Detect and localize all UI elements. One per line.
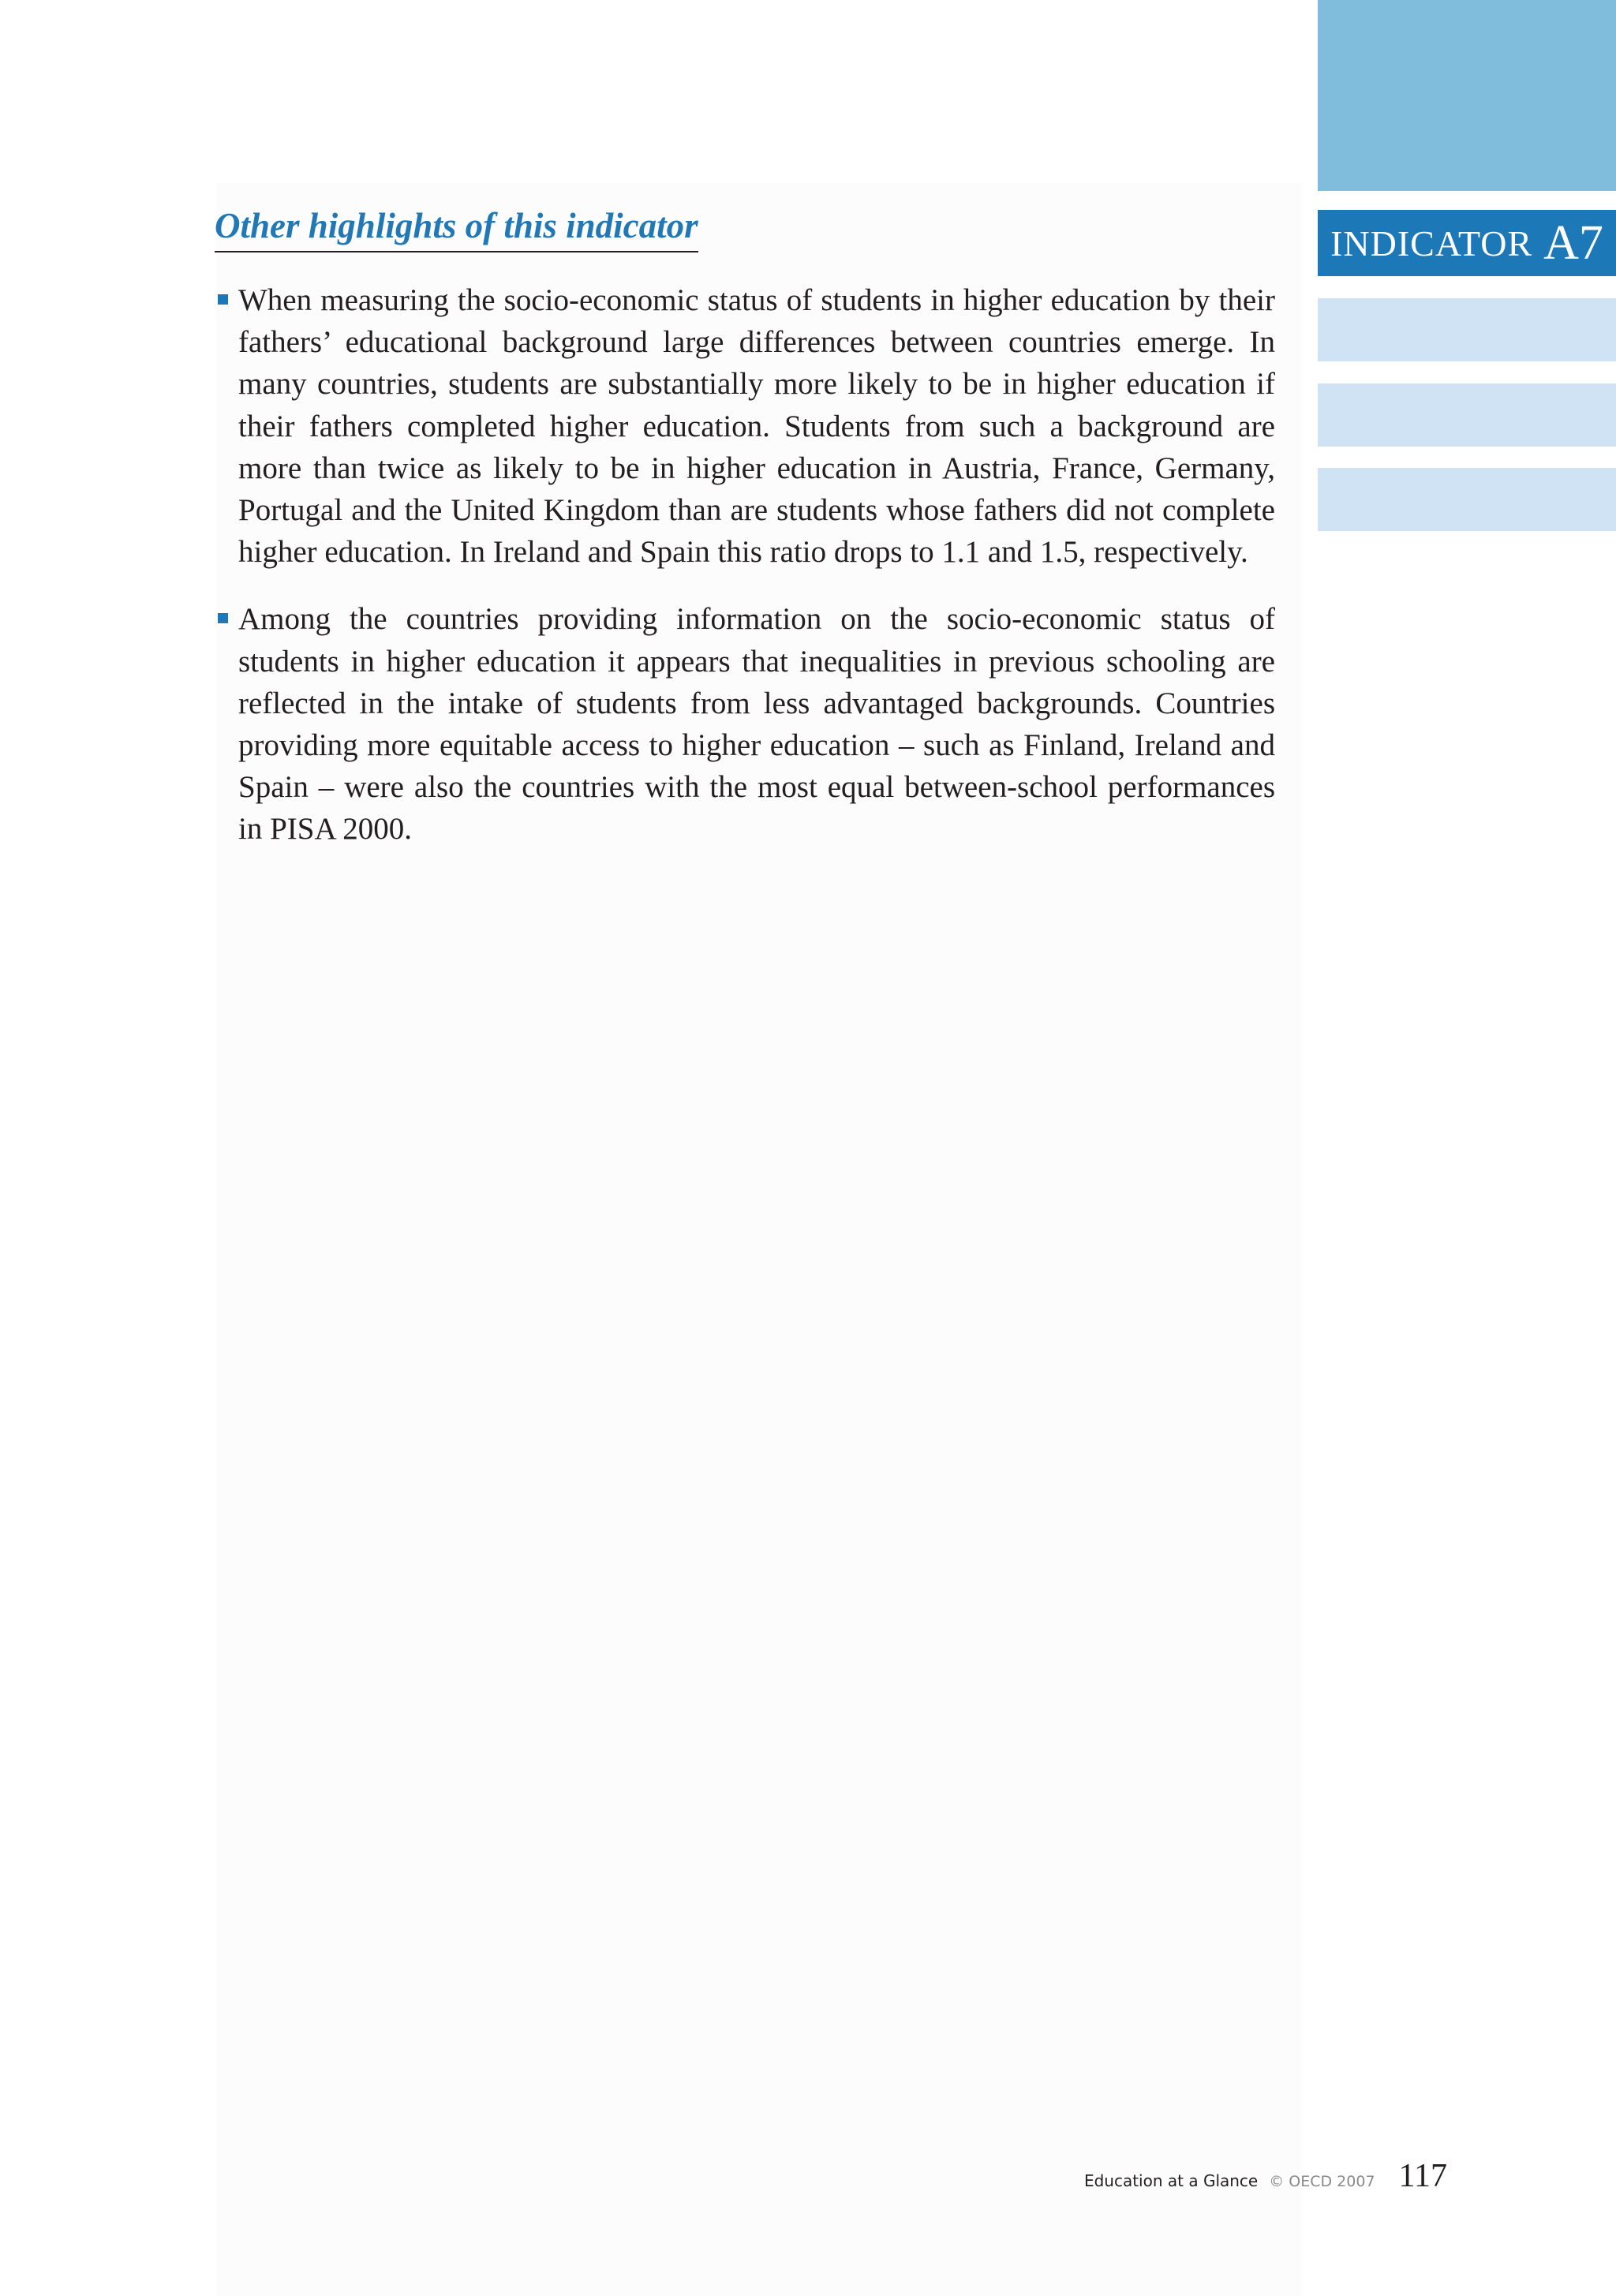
indicator-tab-top-block — [1318, 0, 1616, 191]
list-item — [218, 279, 1275, 573]
bullet-text: Among the countries providing information on the socio-economic status of students in higher education it appears that inequalities in previous schooling are reflected in the intake of students from less advantaged backgrounds. Countries providing more equitable access to higher education – such as Finland, Ireland and Spain – were also the countries with the most equal between-school performances in PISA 2000. — [238, 602, 1275, 847]
indicator-tab-light-block — [1318, 298, 1616, 361]
footer-copyright: © OECD 2007 — [1269, 2173, 1375, 2190]
square-bullet-icon — [218, 613, 228, 623]
section-title: Other highlights of this indicator — [215, 205, 698, 252]
indicator-tab-light-block — [1318, 383, 1616, 447]
indicator-tab-light-block — [1318, 468, 1616, 531]
page-footer — [1084, 2157, 1447, 2195]
indicator-tab-word: INDICATOR — [1330, 222, 1533, 264]
footer-publication: Education at a Glance — [1083, 2171, 1259, 2190]
indicator-tab — [1318, 210, 1616, 276]
list-item — [218, 598, 1275, 850]
highlights-list — [218, 279, 1275, 851]
page-number: 117 — [1398, 2158, 1447, 2194]
indicator-tab-code: A7 — [1543, 215, 1603, 270]
bullet-text: When measuring the socio-economic status of students in higher education by their fathers’ educational background large differences between countries emerge. In many countries, students are substantially more likely to be in higher education if their fathers completed higher education. Students from such a background are more than twice as likely to be in higher education in Austria, France, Germany, Portugal and the United Kingdom than are students whose fathers did not complete higher education. In Ireland and Spain this ratio drops to 1.1 and 1.5, respectively. — [238, 283, 1275, 570]
square-bullet-icon — [218, 294, 228, 305]
